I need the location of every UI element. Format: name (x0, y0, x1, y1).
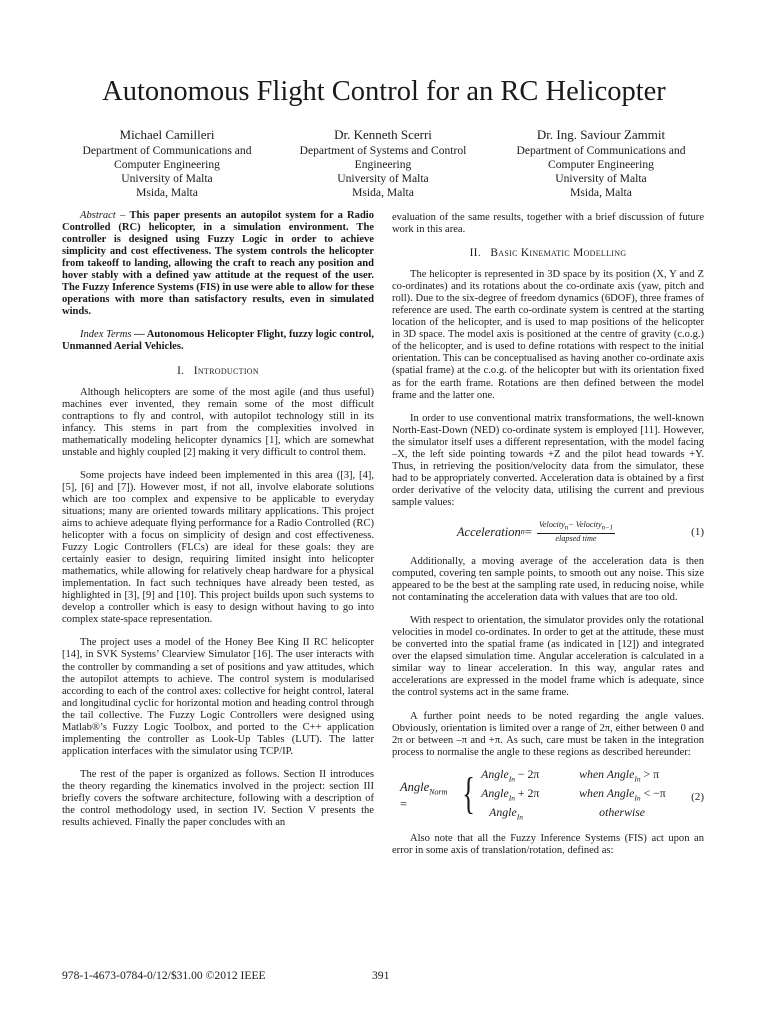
body-paragraph: With respect to orientation, the simulator provides only the rotational velocities in model co-ordinates. In order to get at the attitude, these must be converted into the spatial frame (as indicated in [12]) and integrated over the elapsed simulation time. Angular acceleration is calculated in a similar way to linear acceleration. In this way, angular rates and accelerations are expressed in the model frame which is adequate, since the control systems act in the same frame. (392, 615, 704, 699)
equation-denominator: elapsed time (555, 534, 597, 544)
author-affiliation-line: Department of Communications and (82, 144, 252, 157)
section-heading-kinematic-modelling (392, 247, 704, 260)
index-terms-label: Index Terms (80, 329, 132, 341)
equation-angle-normalisation (392, 766, 704, 822)
equation-equals: = (524, 524, 532, 539)
equation-fraction (537, 520, 615, 545)
author-affiliation-line: Msida, Malta (136, 186, 198, 199)
author-block (268, 126, 498, 200)
author-affiliation-line: Msida, Malta (352, 186, 414, 199)
author-block (486, 126, 716, 200)
equation-lhs: Acceleration (456, 524, 521, 539)
section-number: I. (177, 364, 185, 377)
equation-numerator: Velocity$_n$− Velocity$_{n-1}$ (537, 520, 615, 535)
equation-acceleration (392, 519, 704, 545)
author-affiliation-line: Msida, Malta (570, 186, 632, 199)
footer-copyright: 978-1-4673-0784-0/12/$31.00 ©2012 IEEE (62, 969, 266, 982)
right-column (392, 212, 704, 868)
body-paragraph: Some projects have indeed been implemented in this area ([3], [4], [5], [6] and [7]). However most, if not all, involve elaborate solutions which are too complex and expensive to be applicable to everyday situations; many are oriented towards military applications. This project aims to achieve adequate flying performance for a Radio Controlled (RC) helicopter with a focus on simplicity of design and cost effectiveness. Fuzzy Logic Controllers (FLCs) are ideal for these goals: they are certainly easier to design, requiring limited insight into helicopter mathematics, while allowing for relatively cheap hardware for a physical implementation. In fact such techniques have already been tested, as highlighted in [3], [9] and [10]. This project builds upon such systems to develop a controller which is easy to design without having to go into complex state-space representation. (62, 469, 374, 626)
equation-number: (1) (691, 525, 704, 538)
author-name: Dr. Ing. Saviour Zammit (536, 127, 666, 142)
section-title: Basic Kinematic Modelling (490, 247, 627, 260)
author-affiliation-line: Computer Engineering (548, 158, 654, 171)
section-number: II. (469, 247, 481, 260)
author-affiliation-line: University of Malta (555, 172, 647, 185)
author-affiliation-line: Engineering (354, 158, 412, 171)
section-heading-introduction (62, 365, 374, 378)
equation-lhs-subscript: n (520, 526, 525, 536)
abstract-label: Abstract (80, 210, 116, 221)
equation-case: Angle$_{In}$ − 2π when Angle$_{In}$ > π (481, 766, 660, 784)
abstract-text: This paper presents an autopilot system for a Radio Controlled (RC) helicopter, in a simulation environment. The controller is designed using Fuzzy Logic in order to achieve simplicity and cost effectiveness. The system controls the helicopter from takeoff to landing, allowing the craft to reach any position and hover stably with a defined yaw attitude at the request of the user. The Fuzzy Inference Systems (FIS) in use were able to allow for these operations with more than satisfactory results, even in simulated winds. (62, 210, 375, 318)
section-title: Introduction (193, 364, 259, 377)
author-name: Dr. Kenneth Scerri (334, 127, 432, 142)
body-paragraph: Also note that all the Fuzzy Inference Systems (FIS) act upon an error in some axis of translation/rotation, defined as: (392, 832, 704, 856)
equation-case: Angle$_{In}$ + 2π when Angle$_{In}$ < −π (481, 786, 666, 803)
equation-lhs: Angle$_{Norm}$ = (400, 779, 448, 812)
author-affiliation-line: University of Malta (121, 172, 213, 185)
paper-title: Autonomous Flight Control for an RC Helicopter (102, 76, 666, 107)
author-name: Michael Camilleri (119, 127, 215, 142)
left-column (62, 210, 374, 840)
index-terms (62, 329, 374, 353)
abstract (62, 210, 374, 318)
body-paragraph-continued: evaluation of the same results, together with a brief discussion of future work in this area. (392, 212, 704, 236)
author-affiliation-line: Department of Communications and (516, 144, 686, 157)
body-paragraph: Additionally, a moving average of the acceleration data is then computed, covering ten sample points, to smooth out any noise. This size appeared to be the best at the sampling rate used, in reducing noise, while not contaminating the acceleration data with values that are too old. (392, 555, 704, 604)
body-paragraph: Although helicopters are some of the most agile (and thus useful) machines ever invented, they remain some of the most difficult contraptions to fly and control, with autopilot technology still in its infancy. This stems in part from the complexities involved in mathematically modeling helicopter dynamics [1], which are somewhat unstable and highly coupled [2] making it very difficult to control them. (62, 386, 374, 458)
author-affiliation-line: Department of Systems and Control (299, 144, 467, 157)
body-paragraph: The rest of the paper is organized as follows. Section II introduces the theory regarding the kinematics involved in the project: section III briefly covers the software architecture, following with a description of the control methodology used, in section IV. Section V presents the results achieved. Finally the paper concludes with an (62, 768, 374, 829)
equation-case: Angle$_{In}$ otherwise (489, 805, 646, 822)
index-terms-text: — Autonomous Helicopter Flight, fuzzy logic control, Unmanned Aerial Vehicles. (62, 329, 375, 353)
body-paragraph: A further point needs to be noted regarding the angle values. Obviously, orientation is limited over a range of 2π, either between 0 and 2π or between –π and +π. As such, care must be taken in the integration process to normalise the angle to these regions as described hereunder: (392, 710, 704, 758)
author-affiliation-line: Computer Engineering (114, 158, 220, 171)
abstract-dash: – (115, 210, 130, 221)
body-paragraph: The project uses a model of the Honey Bee King II RC helicopter [14], in SVK Systems’ Clearview Simulator [16]. The user interacts with the controller by commanding a set of positions and yaw attitudes, which the autopilot attempts to achieve. The control system is modularised according to each of the control axes: collective for height control, lateral and longitudinal cyclic for horizontal motion and heading control through the tail collective. The Fuzzy Logic Controllers were designed using Matlab®’s Fuzzy Logic Toolbox, and ported to the C++ application implementing the controller as Look-Up Tables (LUT). The latter application interfaces with the simulator using TCP/IP. (62, 637, 374, 757)
author-block (52, 126, 282, 200)
body-paragraph: The helicopter is represented in 3D space by its position (X, Y and Z co-ordinates) and its rotations about the co-ordinate axis (yaw, pitch and roll). Due to the six-degree of freedom dynamics (6DOF), three frames of reference are used. The earth co-ordinate system is centred at the starting location of the helicopter, and is used to map positions of the helicopter in 3D space. The model axis is positioned at the centre of gravity (c.o.g.) of the helicopter, and is used to define rotations with respect to the initial orientation. This can be conceptualised as having another co-ordinate axis (spatial frame) at the c.o.g. of the helicopter but with its orientation fixed as for the earth frame. Rotations are then defined between the model frame and the latter one. (392, 269, 705, 401)
brace-symbol: { (462, 768, 475, 818)
body-paragraph: In order to use conventional matrix transformations, the well-known North-East-Down (NED) co-ordinate system is employed [11]. However, the simulator itself uses a different representation, with the model facing –X, the left side pointing towards +Z and the pilot head towards +Y. Thus, in retrieving the position/velocity data from the simulator, these had to be appropriately converted. Acceleration data is obtained by a first order derivative of the velocity data, utilising the current and previous sample values: (392, 412, 704, 508)
equation-cases (481, 767, 691, 825)
author-affiliation-line: University of Malta (337, 172, 429, 185)
page-number: 391 (372, 969, 390, 982)
equation-number: (2) (691, 790, 704, 803)
